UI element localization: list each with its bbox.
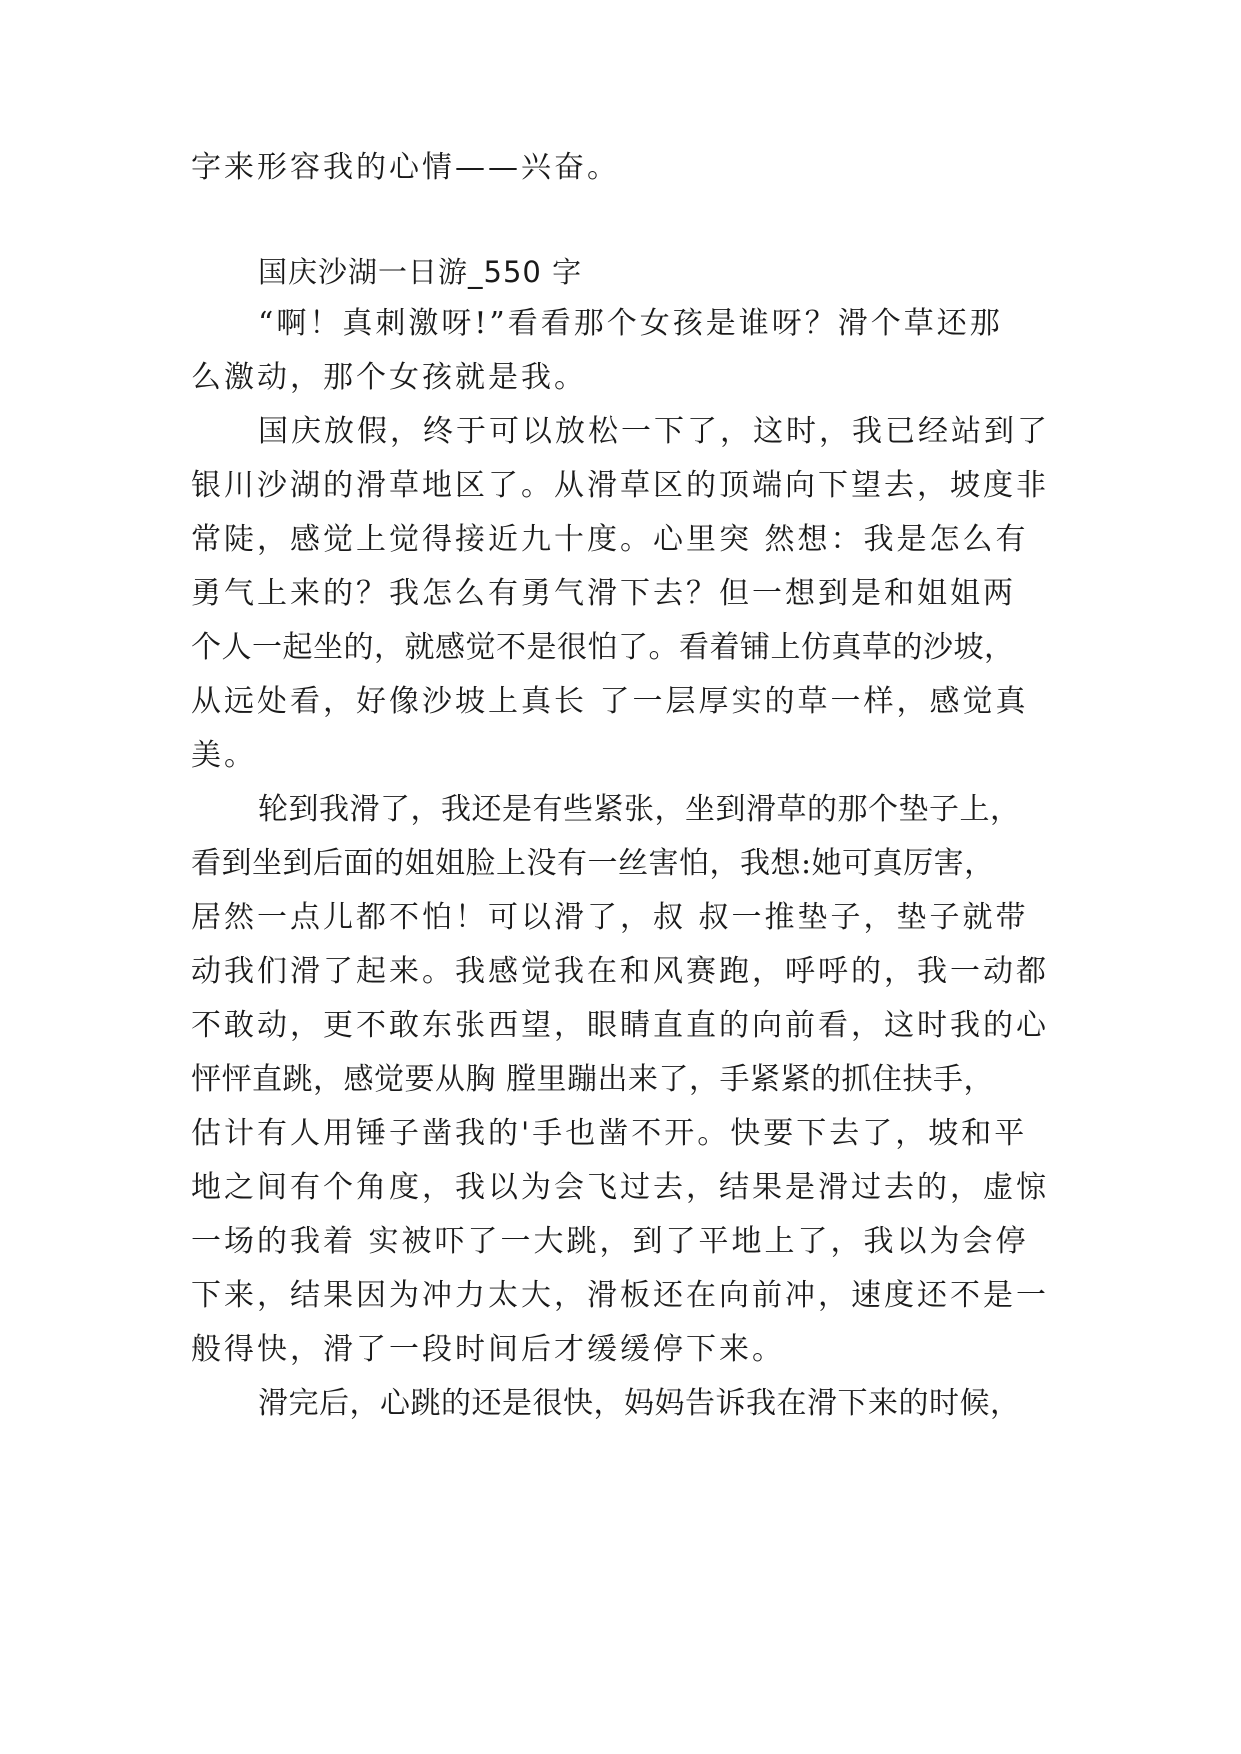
text-line: 银川沙湖的滑草地区了。从滑草区的顶端向下望去，坡度非	[191, 468, 1049, 503]
text-line: 看到坐到后面的姐姐脸上没有一丝害怕，我想:她可真厉害，	[191, 846, 995, 881]
text-line: 怦怦直跳，感觉要从胸 膛里蹦出来了，手紧紧的抓住扶手，	[191, 1062, 995, 1097]
text-line: 么激动，那个女孩就是我。	[191, 360, 587, 395]
text-line: 一场的我着 实被吓了一大跳，到了平地上了，我以为会停	[191, 1224, 1029, 1259]
text-line: 不敢动，更不敢东张西望，眼睛直直的向前看，这时我的心	[191, 1008, 1049, 1043]
text-line: “啊！真刺激呀!”看看那个女孩是谁呀？滑个草还那	[258, 306, 1003, 341]
text-line: 居然一点儿都不怕！可以滑了，叔 叔一推垫子，垫子就带	[191, 900, 1029, 935]
text-line: 从远处看，好像沙坡上真长 了一层厚实的草一样，感觉真	[191, 684, 1029, 719]
text-line: 美。	[191, 738, 257, 773]
text-line: 国庆放假，终于可以放松一下了，这时，我已经站到了	[258, 414, 1050, 449]
text-line: 估计有人用锤子凿我的'手也凿不开。快要下去了，坡和平	[191, 1116, 1028, 1151]
text-line: 个人一起坐的，就感觉不是很怕了。看着铺上仿真草的沙坡，	[191, 630, 1015, 665]
text-line: 动我们滑了起来。我感觉我在和风赛跑，呼呼的，我一动都	[191, 954, 1049, 989]
text-line: 滑完后，心跳的还是很快，妈妈告诉我在滑下来的时候，	[258, 1386, 1021, 1421]
text-line: 轮到我滑了，我还是有些紧张，坐到滑草的那个垫子上，	[258, 792, 1021, 827]
text-line: 字来形容我的心情——兴奋。	[191, 150, 620, 185]
text-line: 地之间有个角度，我以为会飞过去，结果是滑过去的，虚惊	[191, 1170, 1049, 1205]
essay-title: 国庆沙湖一日游_550 字	[258, 255, 583, 289]
text-line: 下来，结果因为冲力太大，滑板还在向前冲，速度还不是一	[191, 1278, 1049, 1313]
text-line: 般得快，滑了一段时间后才缓缓停下来。	[191, 1332, 785, 1367]
text-line: 勇气上来的？我怎么有勇气滑下去？但一想到是和姐姐两	[191, 576, 1016, 611]
text-line: 常陡，感觉上觉得接近九十度。心里突 然想：我是怎么有	[191, 522, 1029, 557]
